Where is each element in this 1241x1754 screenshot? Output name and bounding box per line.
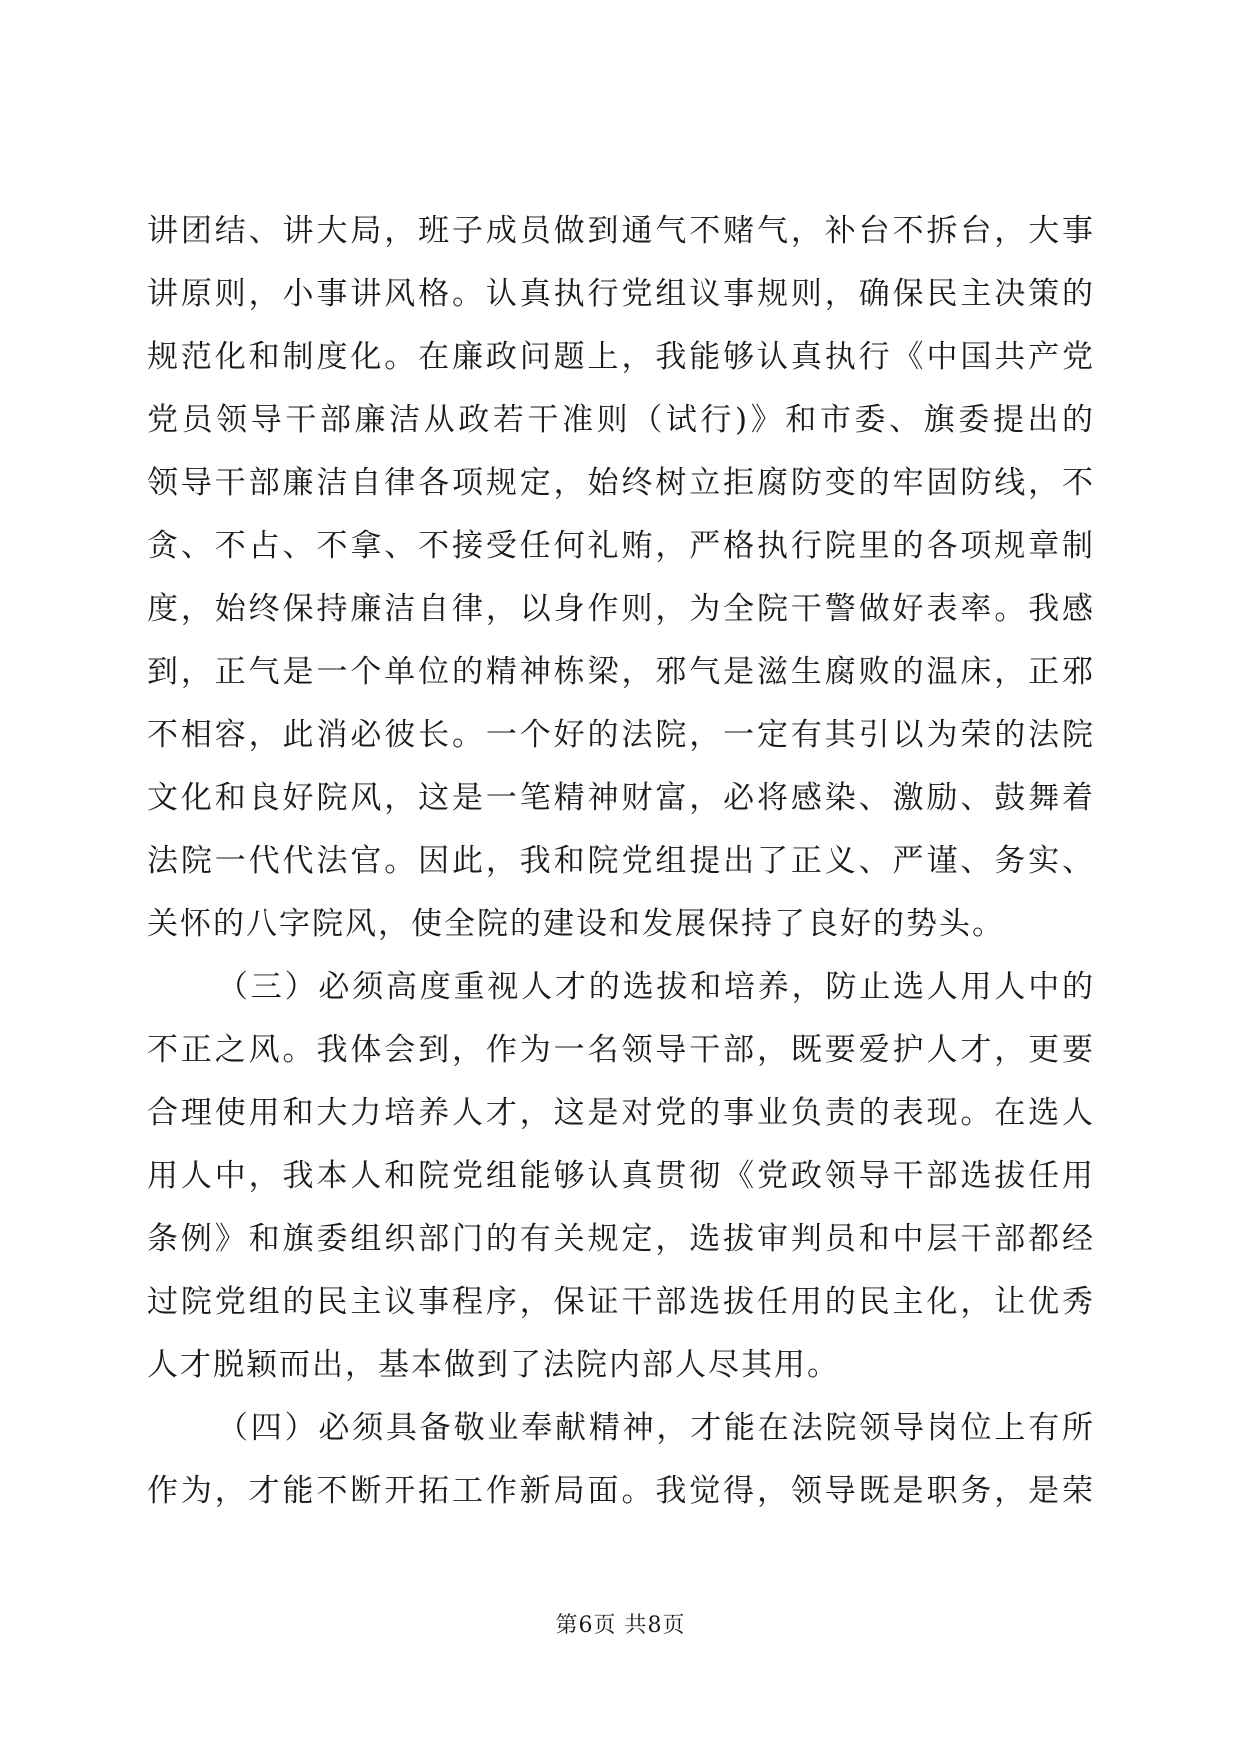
- body-text: [147, 200, 1095, 1523]
- text-line: 不相容，此消必彼长。一个好的法院，一定有其引以为荣的法院: [147, 717, 1095, 753]
- text-line: 规范化和制度化。在廉政问题上，我能够认真执行《中国共产党: [147, 339, 1095, 375]
- text-line: 作为，才能不断开拓工作新局面。我觉得，领导既是职务，是荣: [147, 1473, 1095, 1509]
- text-line: 不正之风。我体会到，作为一名领导干部，既要爱护人才，更要: [147, 1032, 1095, 1068]
- text-line: 条例》和旗委组织部门的有关规定，选拔审判员和中层干部都经: [147, 1221, 1095, 1257]
- text-line: 党员领导干部廉洁从政若干准则（试行)》和市委、旗委提出的: [147, 402, 1095, 438]
- text-line: 法院一代代法官。因此，我和院党组提出了正义、严谨、务实、: [147, 843, 1095, 879]
- text-line: （三）必须高度重视人才的选拔和培养，防止选人用人中的: [217, 969, 1095, 1005]
- page-number-footer: 第6页 共8页: [555, 1613, 686, 1638]
- text-line: 讲团结、讲大局，班子成员做到通气不赌气，补台不拆台，大事: [147, 213, 1095, 249]
- text-line: 关怀的八字院风，使全院的建设和发展保持了良好的势头。: [147, 906, 1005, 942]
- text-line: 过院党组的民主议事程序，保证干部选拔任用的民主化，让优秀: [147, 1284, 1095, 1320]
- text-line: 用人中，我本人和院党组能够认真贯彻《党政领导干部选拔任用: [147, 1158, 1095, 1194]
- text-line: 人才脱颖而出，基本做到了法院内部人尽其用。: [147, 1347, 840, 1383]
- text-line: 讲原则，小事讲风格。认真执行党组议事规则，确保民主决策的: [147, 276, 1095, 312]
- text-line: （四）必须具备敬业奉献精神，才能在法院领导岗位上有所: [217, 1410, 1095, 1446]
- text-line: 领导干部廉洁自律各项规定，始终树立拒腐防变的牢固防线，不: [147, 465, 1095, 501]
- text-line: 贪、不占、不拿、不接受任何礼贿，严格执行院里的各项规章制: [147, 528, 1095, 564]
- text-line: 度，始终保持廉洁自律，以身作则，为全院干警做好表率。我感: [147, 591, 1095, 627]
- text-line: 到，正气是一个单位的精神栋梁，邪气是滋生腐败的温床，正邪: [147, 654, 1095, 690]
- text-line: 文化和良好院风，这是一笔精神财富，必将感染、激励、鼓舞着: [147, 780, 1095, 816]
- text-line: 合理使用和大力培养人才，这是对党的事业负责的表现。在选人: [147, 1095, 1095, 1131]
